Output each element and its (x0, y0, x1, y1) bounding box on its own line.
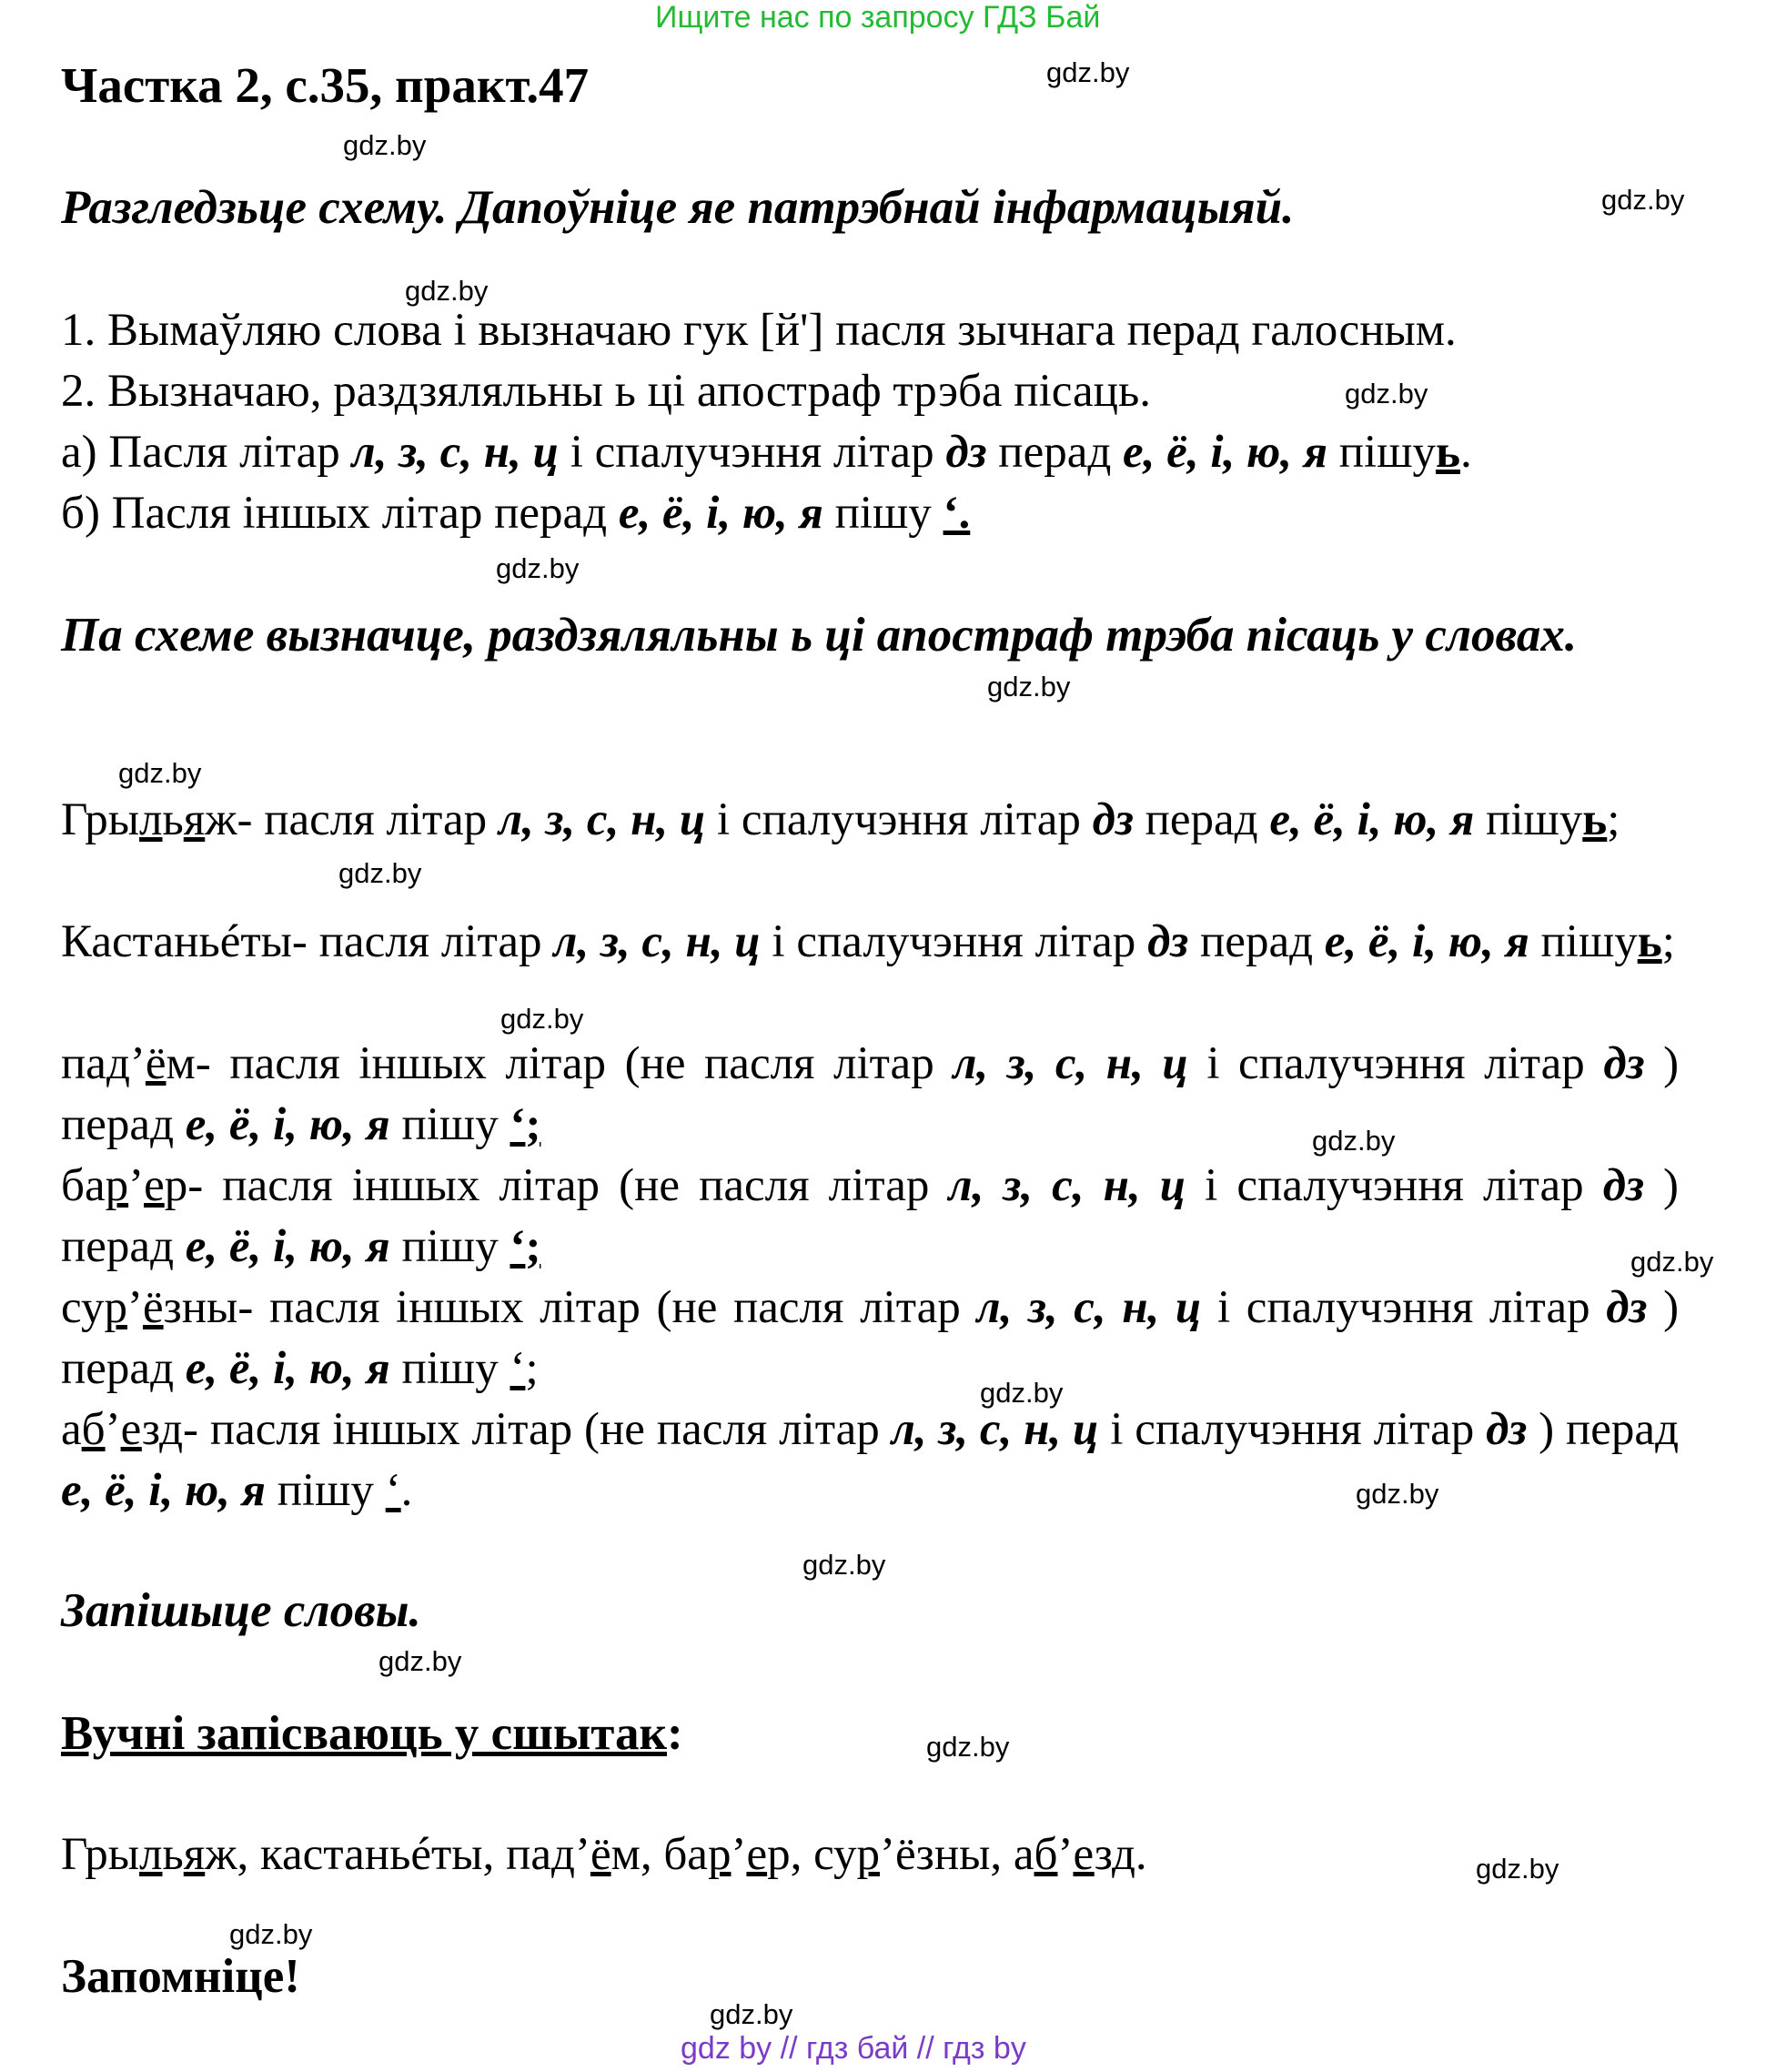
word-analysis-2: Кастаньéты- пасля літар л, з, с, н, ц і спалучэння літар дз перад е, ё, і, ю, я пішуь; (61, 916, 1675, 967)
watermark: gdz.by (980, 1377, 1064, 1409)
watermark: gdz.by (500, 1003, 584, 1035)
watermark: gdz.by (1046, 56, 1130, 88)
watermark: gdz.by (229, 1918, 313, 1950)
scheme-rule-a: а) Пасля літар л, з, с, н, ц і спалучэння літар дз перад е, ё, і, ю, я пішуь. (61, 427, 1472, 478)
watermark: gdz.by (118, 757, 202, 789)
watermark: gdz.by (1476, 1853, 1559, 1885)
watermark: gdz.by (1312, 1125, 1396, 1157)
scheme-step-2: 2. Вызначаю, раздзяляльны ь ці апостраф трэба пісаць. (61, 366, 1151, 417)
scheme-step-1: 1. Вымаўляю слова і вызначаю гук [й'] пасля зычнага перад галосным. (61, 305, 1457, 356)
footer-link-gdz-bai[interactable]: гдз бай (806, 2031, 909, 2066)
watermark: gdz.by (343, 129, 427, 161)
word-analysis-5: сур’ёзны- пасля іншых літар (не пасля літар л, з, с, н, ц і спалучэння літар дз ) перад е, ё, і, ю, я пішу ‘; (61, 1282, 1680, 1394)
page-title: Частка 2, с.35, практ.47 (61, 57, 590, 113)
task-instruction-1: Разгледзьце схему. Дапоўніце яе патрэбнай інфармацыяй. (61, 181, 1295, 234)
task-instruction-3: Запішыце словы. (61, 1584, 421, 1637)
final-word-list: Грыльяж, кастаньéты, пад’ём, бар’ер, сур’ёзны, аб’езд. (61, 1829, 1147, 1880)
watermark: gdz.by (987, 671, 1071, 702)
watermark: gdz.by (1630, 1246, 1714, 1278)
scheme-rule-b: б) Пасля іншых літар перад е, ё, і, ю, я пішу ‘. (61, 488, 971, 539)
watermark: gdz.by (1356, 1478, 1439, 1510)
word-analysis-6: аб’езд- пасля іншых літар (не пасля літар л, з, с, н, ц і спалучэння літар дз ) перад е, ё, і, ю, я пішу ‘. (61, 1404, 1680, 1516)
watermark: gdz.by (710, 1998, 793, 2030)
footer-link-gdz-by[interactable]: gdz by (681, 2031, 772, 2066)
task-instruction-2: Па схеме вызначце, раздзяляльны ь ці апостраф трэба пісаць у словах. (61, 609, 1578, 662)
watermark: gdz.by (1345, 378, 1428, 409)
word-analysis-4: бар’ер- пасля іншых літар (не пасля літар л, з, с, н, ц і спалучэння літар дз ) перад е, ё, і, ю, я пішу ‘; (61, 1160, 1680, 1272)
word-analysis-3: пад’ём- пасля іншых літар (не пасля літар л, з, с, н, ц і спалучэння літар дз ) перад е, ё, і, ю, я пішу ‘; (61, 1038, 1680, 1150)
notebook-heading: Вучні запісваюць у сшытак: (61, 1707, 683, 1760)
watermark: gdz.by (926, 1731, 1010, 1763)
watermark: gdz.by (338, 857, 422, 889)
footer-links: gdz by // гдз бай // гдз by (681, 2031, 1026, 2066)
watermark: gdz.by (802, 1549, 886, 1581)
watermark: gdz.by (496, 552, 580, 584)
remember-heading: Запомніце! (61, 1950, 300, 2003)
watermark: gdz.by (1601, 184, 1685, 216)
watermark: gdz.by (405, 275, 489, 307)
top-banner[interactable]: Ищите нас по запросу ГДЗ Бай (655, 0, 1101, 35)
scheme-block (61, 300, 1680, 544)
watermark: gdz.by (378, 1645, 462, 1677)
word-analysis-1: Грыльяж- пасля літар л, з, с, н, ц і спалучэння літар дз перад е, ё, і, ю, я пішуь; (61, 794, 1620, 845)
footer-link-gdz-by-cyr[interactable]: гдз by (943, 2031, 1026, 2066)
